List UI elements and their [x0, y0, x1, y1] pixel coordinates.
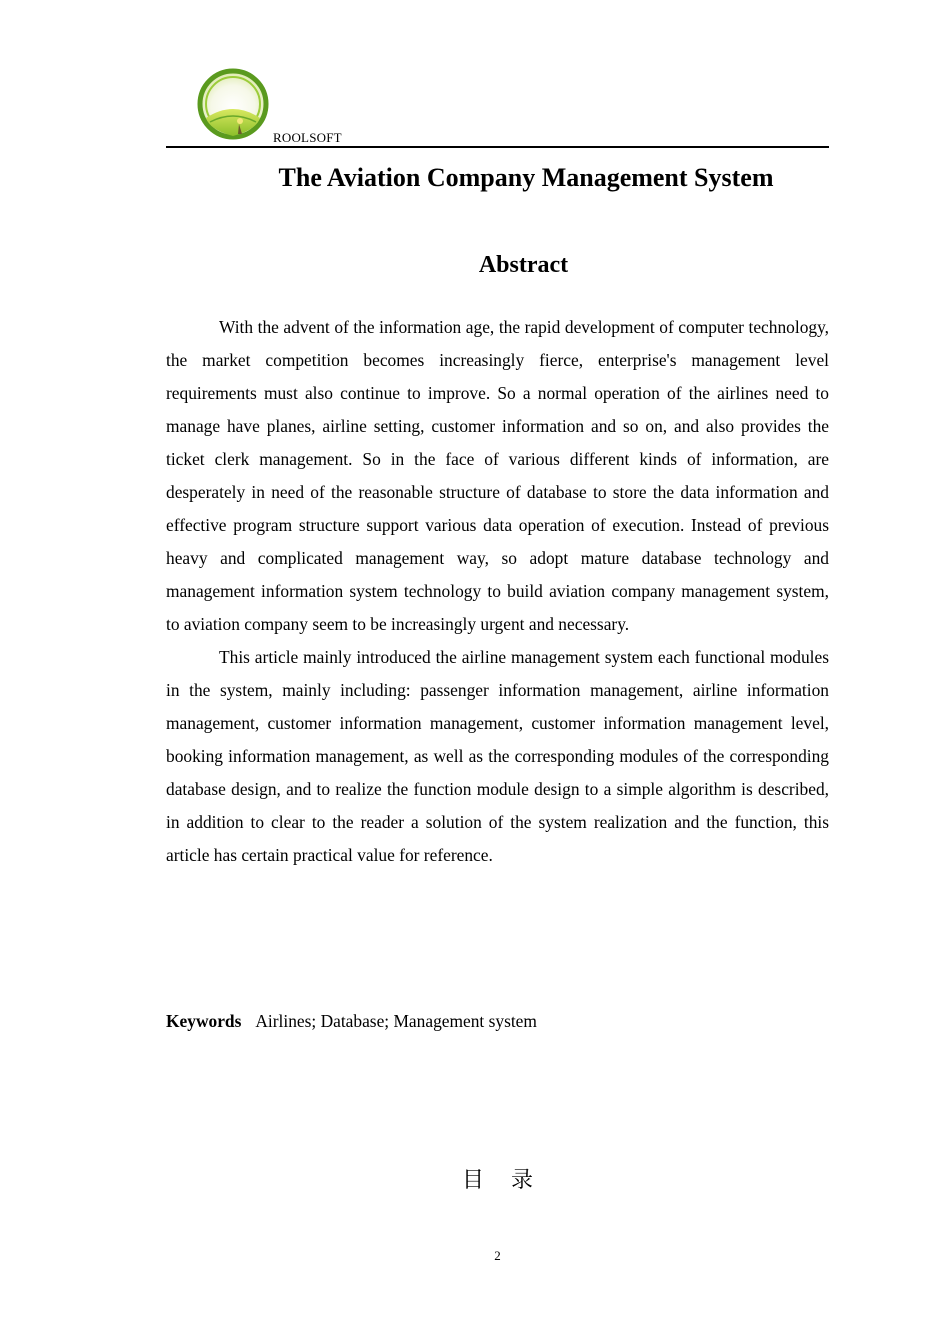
abstract-paragraph: With the advent of the information age, the rapid development of computer technology, the market competition becomes increasingly fierce, enterprise's management level requirements must also continue to improve. So a normal operation of the airlines need to manage have planes, airline setting, customer information and so on, and also provides the ticket clerk management. So in the face of various different kinds of information, are desperately in need of the reasonable structure of database to store the data information and effective program structure support various data operation of execution. Instead of previous heavy and complicated management way, so adopt mature database technology and management information system technology to build aviation company management system, to aviation company seem to be increasingly urgent and necessary. [166, 317, 829, 634]
abstract-heading: Abstract [478, 252, 569, 278]
page-header [166, 60, 829, 148]
page-number: 2 [494, 1248, 501, 1263]
toc-heading: 目 录 [462, 1168, 533, 1193]
abstract-paragraph: This article mainly introduced the airline management system each functional modules in the system, mainly including: passenger information management, airline information management, customer information management, customer information management level, booking information management, as well as the corresponding modules of the corresponding database design, and to realize the function module design to a simple algorithm is described, in addition to clear to the reader a solution of the system realization and the function, this article has certain practical value for reference. [166, 647, 829, 865]
keywords-label: Keywords [166, 1011, 242, 1031]
keywords-value: Airlines; Database; Management system [255, 1011, 537, 1031]
header-rule [166, 146, 829, 148]
roolsoft-logo [196, 66, 270, 144]
keywords-line [166, 1005, 829, 1038]
brand-name: ROOLSOFT [273, 130, 342, 145]
abstract-body [166, 311, 829, 872]
document-title: The Aviation Company Management System [278, 163, 774, 192]
